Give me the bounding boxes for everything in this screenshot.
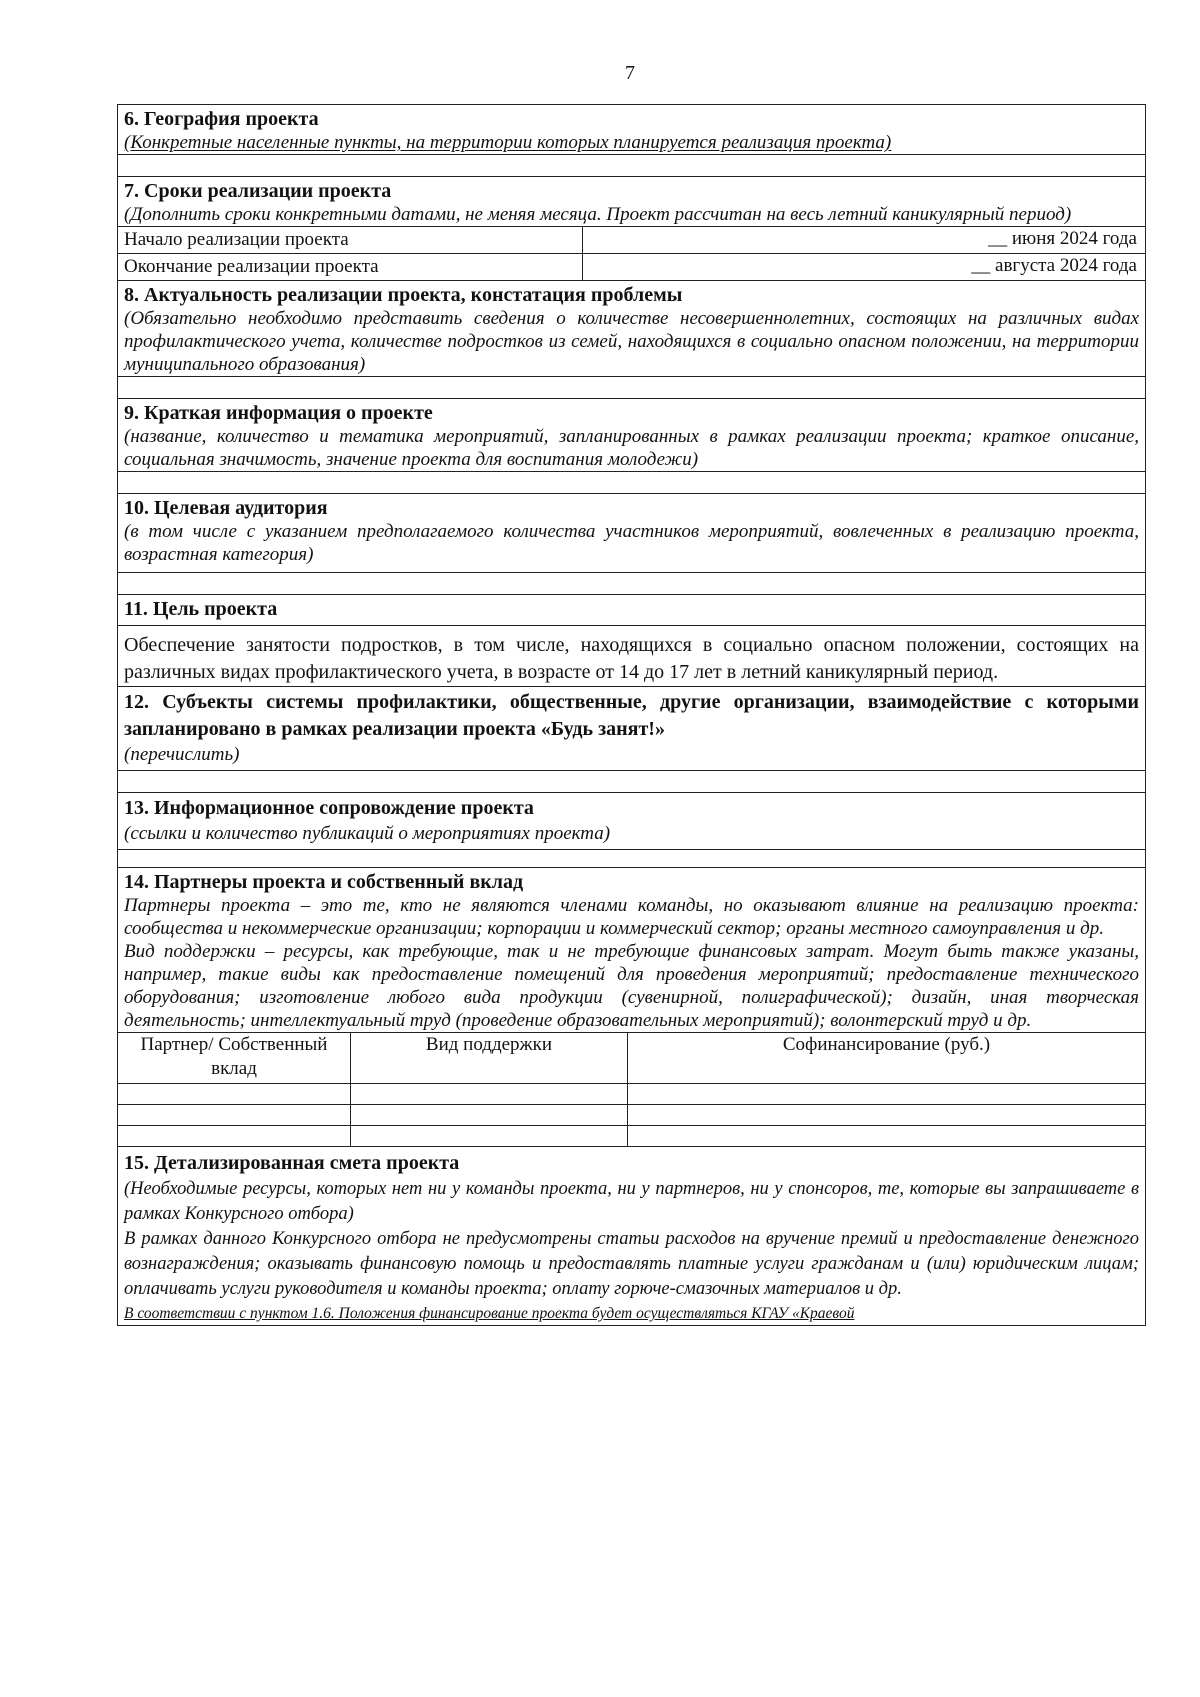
col-partner-header: Партнер/ Собственный вклад [118, 1033, 351, 1084]
start-date-field[interactable]: __ июня 2024 года [988, 228, 1137, 249]
section-13-header [118, 793, 1145, 850]
cofinancing-cell[interactable] [628, 1126, 1146, 1147]
partners-table [118, 1033, 1145, 1146]
section-12-title: 12. Субъекты системы профилактики, общественные, другие организации, взаимодействие с которыми запланировано в рамках реализации проекта «Будь занят!» [124, 691, 1139, 740]
section-7-title: 7. Сроки реализации проекта [124, 180, 392, 202]
end-date-field[interactable]: __ августа 2024 года [971, 255, 1137, 276]
partner-cell[interactable] [118, 1126, 351, 1147]
section-15-note: В соответствии с пунктом 1.6. Положения финансирование проекта будет осуществляться КГАУ «Краевой [124, 1305, 855, 1322]
partners-table-header [118, 1033, 1145, 1084]
partners-table-wrap [118, 1033, 1145, 1147]
section-9-hint: (название, количество и тематика мероприятий, запланированных в рамках реализации проекта; краткое описание, социальная значимость, значение проекта для воспитания молодежи) [124, 426, 1139, 470]
section-7-hint: (Дополнить сроки конкретными датами, не меняя месяца. Проект рассчитан на весь летний каникулярный период) [124, 204, 1072, 225]
partners-table-row [118, 1105, 1145, 1126]
section-9-input[interactable] [118, 472, 1145, 494]
section-9-header [118, 399, 1145, 472]
start-date-row [118, 227, 1145, 254]
section-11-header [118, 595, 1145, 626]
page-number: 7 [625, 62, 635, 84]
section-8-title: 8. Актуальность реализации проекта, констатация проблемы [124, 284, 683, 306]
cofinancing-cell[interactable] [628, 1084, 1146, 1105]
section-15-hint-1: (Необходимые ресурсы, которых нет ни у команды проекта, ни у партнеров, ни у спонсоров, те, которые вы запрашиваете в рамках Конкурсного отбора) [124, 1179, 1139, 1224]
section-13-title: 13. Информационное сопровождение проекта [124, 797, 534, 819]
cofinancing-cell[interactable] [628, 1105, 1146, 1126]
start-date-label: Начало реализации проекта [118, 227, 583, 253]
section-8-hint: (Обязательно необходимо представить сведения о количестве несовершеннолетних, состоящих на различных видах профилактического учета, количестве подростков из семей, находящихся в социально опасном положении, на территории муниципального образования) [124, 308, 1139, 375]
section-8-input[interactable] [118, 377, 1145, 399]
section-6-hint: (Конкретные населенные пункты, на территории которых планируется реализация проекта) [124, 132, 892, 153]
support-type-cell[interactable] [351, 1105, 628, 1126]
section-6-header [118, 105, 1145, 155]
section-9-title: 9. Краткая информация о проекте [124, 402, 433, 424]
col-cofinancing-header: Софинансирование (руб.) [628, 1033, 1146, 1084]
section-11-title: 11. Цель проекта [124, 598, 278, 620]
section-15-title: 15. Детализированная смета проекта [124, 1152, 460, 1174]
support-type-cell[interactable] [351, 1126, 628, 1147]
end-date-label: Окончание реализации проекта [118, 254, 583, 280]
support-type-cell[interactable] [351, 1084, 628, 1105]
project-application-form [117, 104, 1146, 1326]
section-12-input[interactable] [118, 771, 1145, 793]
section-12-header [118, 687, 1145, 771]
partners-table-row [118, 1084, 1145, 1105]
section-15-header [118, 1147, 1145, 1326]
col-support-type-header: Вид поддержки [351, 1033, 628, 1084]
section-10-hint: (в том числе с указанием предполагаемого количества участников мероприятий, вовлеченных в реализацию проекта, возрастная категория) [124, 521, 1139, 565]
section-10-input[interactable] [118, 573, 1145, 595]
section-7-header [118, 177, 1145, 227]
section-8-header [118, 281, 1145, 377]
partner-cell[interactable] [118, 1105, 351, 1126]
section-13-input[interactable] [118, 850, 1145, 868]
section-14-hint-2: Вид поддержки – ресурсы, как требующие, так и не требующие финансовых затрат. Могут быть также указаны, например, такие виды как предоставление помещений для проведения мероприятий; предоставление технического оборудования; изготовление любого вида продукции (сувенирной, полиграфической); дизайн, иная творческая деятельность; интеллектуальный труд (проведение образовательных мероприятий); волонтерский труд и др. [124, 941, 1139, 1031]
section-14-hint-1: Партнеры проекта – это те, кто не являются членами команды, но оказывают влияние на реализацию проекта: сообщества и некоммерческие организации; корпорации и коммерческий сектор; органы местного самоуправления и др. [124, 895, 1139, 939]
section-10-title: 10. Целевая аудитория [124, 497, 328, 519]
end-date-row [118, 254, 1145, 281]
section-6-title: 6. География проекта [124, 108, 319, 130]
section-11-text: Обеспечение занятости подростков, в том числе, находящихся в социально опасном положении, состоящих на различных видах профилактического учета, в возрасте от 14 до 17 лет в летний каникулярный период. [118, 626, 1145, 687]
section-15-hint-2: В рамках данного Конкурсного отбора не предусмотрены статьи расходов на вручение премий и предоставление денежного вознаграждения; оказывать финансовую помощь и предоставлять платные услуги гражданам и (или) юридическим лицам; оплачивать услуги руководителя и команды проекта; оплату горюче-смазочных материалов и др. [124, 1229, 1139, 1299]
section-13-hint: (ссылки и количество публикаций о мероприятиях проекта) [124, 823, 611, 844]
partner-cell[interactable] [118, 1084, 351, 1105]
partners-table-row [118, 1126, 1145, 1147]
section-14-header [118, 868, 1145, 1033]
section-12-hint: (перечислить) [124, 744, 240, 765]
section-6-input[interactable] [118, 155, 1145, 177]
section-10-header [118, 494, 1145, 573]
section-14-title: 14. Партнеры проекта и собственный вклад [124, 871, 524, 893]
